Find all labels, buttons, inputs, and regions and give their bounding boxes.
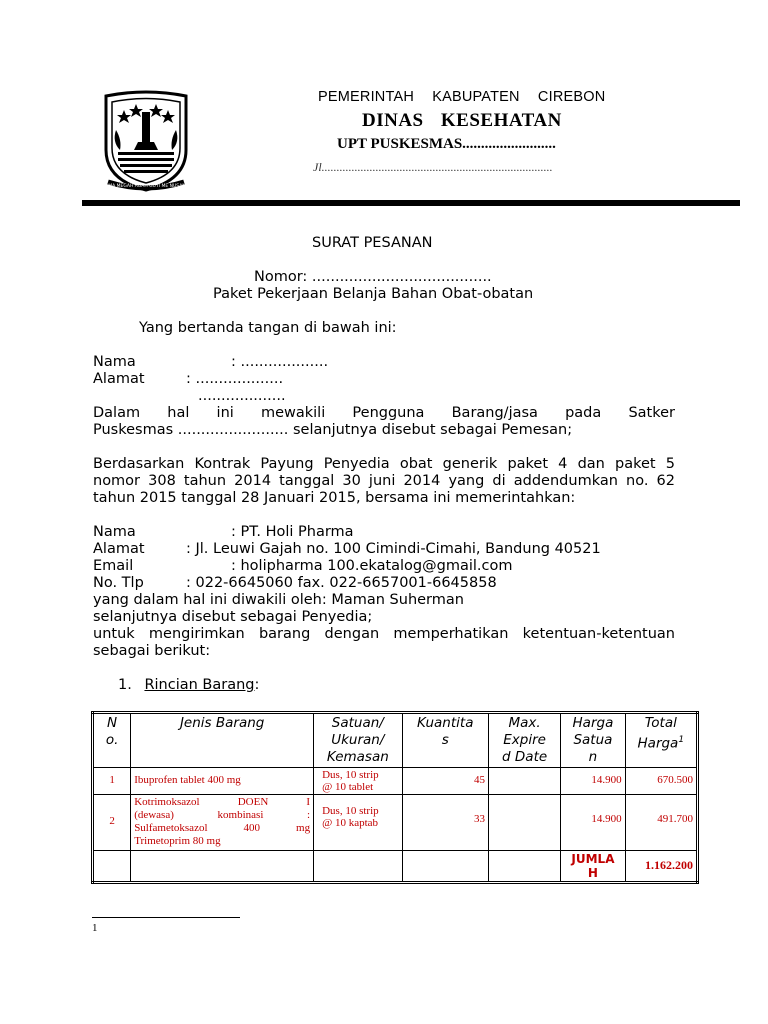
total-label: JUMLA H xyxy=(561,851,625,883)
svg-text:RAMA MEGAH AGAH GUTI ME NUSANT: RAMA MEGAH AGAH GUTI ME NUSANTI xyxy=(102,184,190,189)
row-expiry xyxy=(488,768,560,795)
row-unit: Dus, 10 strip @ 10 tablet xyxy=(314,768,402,795)
signer-address-value: : ................... xyxy=(186,371,284,387)
header-total-price: Total Harga$^1$ xyxy=(625,713,697,768)
table-row xyxy=(93,768,698,795)
office-address: Jl............................................................................. xyxy=(313,160,553,174)
header-unit-price: Harga Satua n xyxy=(561,713,625,768)
signer-name-label: Nama xyxy=(93,354,136,370)
row-no: 1 xyxy=(93,768,131,795)
row-unit: Dus, 10 strip @ 10 kaptab xyxy=(314,795,402,851)
row-quantity: 33 xyxy=(402,795,488,851)
signer-address-label: Alamat xyxy=(93,371,145,387)
vendor-name-label: Nama xyxy=(93,524,136,540)
header-expiry: Max. Expire d Date xyxy=(488,713,560,768)
row-item: Ibuprofen tablet 400 mg xyxy=(131,768,314,795)
table-total-row xyxy=(93,851,698,883)
document-number: Nomor: ....................................... xyxy=(254,269,492,285)
contract-line-3: tahun 2015 tanggal 28 Januari 2015, bersama ini memerintahkan: xyxy=(93,490,576,506)
order-line-1: untuk mengirimkan barang dengan memperhatikan ketentuan-ketentuan xyxy=(93,626,675,642)
grand-total: 1.162.200 xyxy=(625,851,697,883)
header-rule xyxy=(82,200,740,206)
represent-line-1: Dalam hal ini mewakili Pengguna Barang/jasa pada Satker xyxy=(93,405,675,421)
document-title: SURAT PESANAN xyxy=(312,235,433,251)
signer-address-value-2: ................... xyxy=(198,388,286,404)
footnote-rule xyxy=(92,917,240,918)
header-unit: Satuan/ Ukuran/ Kemasan xyxy=(314,713,402,768)
header-no: N o. xyxy=(93,713,131,768)
vendor-phone-value: : 022-6645060 fax. 022-6657001-6645858 xyxy=(186,575,497,591)
row-no: 2 xyxy=(93,795,131,851)
contract-line-2: nomor 308 tahun 2014 tanggal 30 juni 2014 yang di addendumkan no. 62 xyxy=(93,473,675,489)
vendor-email-label: Email xyxy=(93,558,134,574)
section-number: 1. xyxy=(118,677,132,693)
signer-name-value: : ................... xyxy=(231,354,329,370)
table-row xyxy=(93,795,698,851)
package-name: Paket Pekerjaan Belanja Bahan Obat-obatan xyxy=(213,286,534,302)
table-header-row xyxy=(93,713,698,768)
vendor-representative: yang dalam hal ini diwakili oleh: Maman Suherman xyxy=(93,592,464,608)
section-colon: : xyxy=(254,677,260,693)
row-quantity: 45 xyxy=(402,768,488,795)
unit-name: UPT PUSKESMAS......................... xyxy=(337,136,556,152)
row-item: Kotrimoksazol DOEN I (dewasa) kombinasi : Sulfametoksazol 400 mg Trimetoprim 80 mg xyxy=(131,795,314,851)
order-line-2: sebagai berikut: xyxy=(93,643,211,659)
row-total: 670.500 xyxy=(625,768,697,795)
intro-text: Yang bertanda tangan di bawah ini: xyxy=(139,320,397,336)
row-expiry xyxy=(488,795,560,851)
vendor-phone-label: No. Tlp xyxy=(93,575,144,591)
office-name: DINAS KESEHATAN xyxy=(362,110,562,131)
contract-line-1: Berdasarkan Kontrak Payung Penyedia obat generik paket 4 dan paket 5 xyxy=(93,456,675,472)
vendor-address-label: Alamat xyxy=(93,541,145,557)
header-item-type: Jenis Barang xyxy=(131,713,314,768)
header-quantity: Kuantita s xyxy=(402,713,488,768)
section-heading xyxy=(118,677,259,693)
row-total: 491.700 xyxy=(625,795,697,851)
represent-line-2: Puskesmas ........................ selanjutnya disebut sebagai Pemesan; xyxy=(93,422,573,438)
vendor-address-value: : Jl. Leuwi Gajah no. 100 Cimindi-Cimahi, Bandung 40521 xyxy=(186,541,601,557)
row-unit-price: 14.900 xyxy=(561,795,625,851)
government-name: PEMERINTAH KABUPATEN CIREBON xyxy=(318,89,606,105)
section-title: Rincian Barang xyxy=(144,677,255,693)
vendor-email-value: : holipharma 100.ekatalog@gmail.com xyxy=(231,558,513,574)
regency-emblem xyxy=(100,90,192,192)
row-unit-price: 14.900 xyxy=(561,768,625,795)
vendor-name-value: : PT. Holi Pharma xyxy=(231,524,354,540)
items-table xyxy=(91,711,699,884)
footnote-number: 1 xyxy=(92,922,98,934)
vendor-designation: selanjutnya disebut sebagai Penyedia; xyxy=(93,609,373,625)
